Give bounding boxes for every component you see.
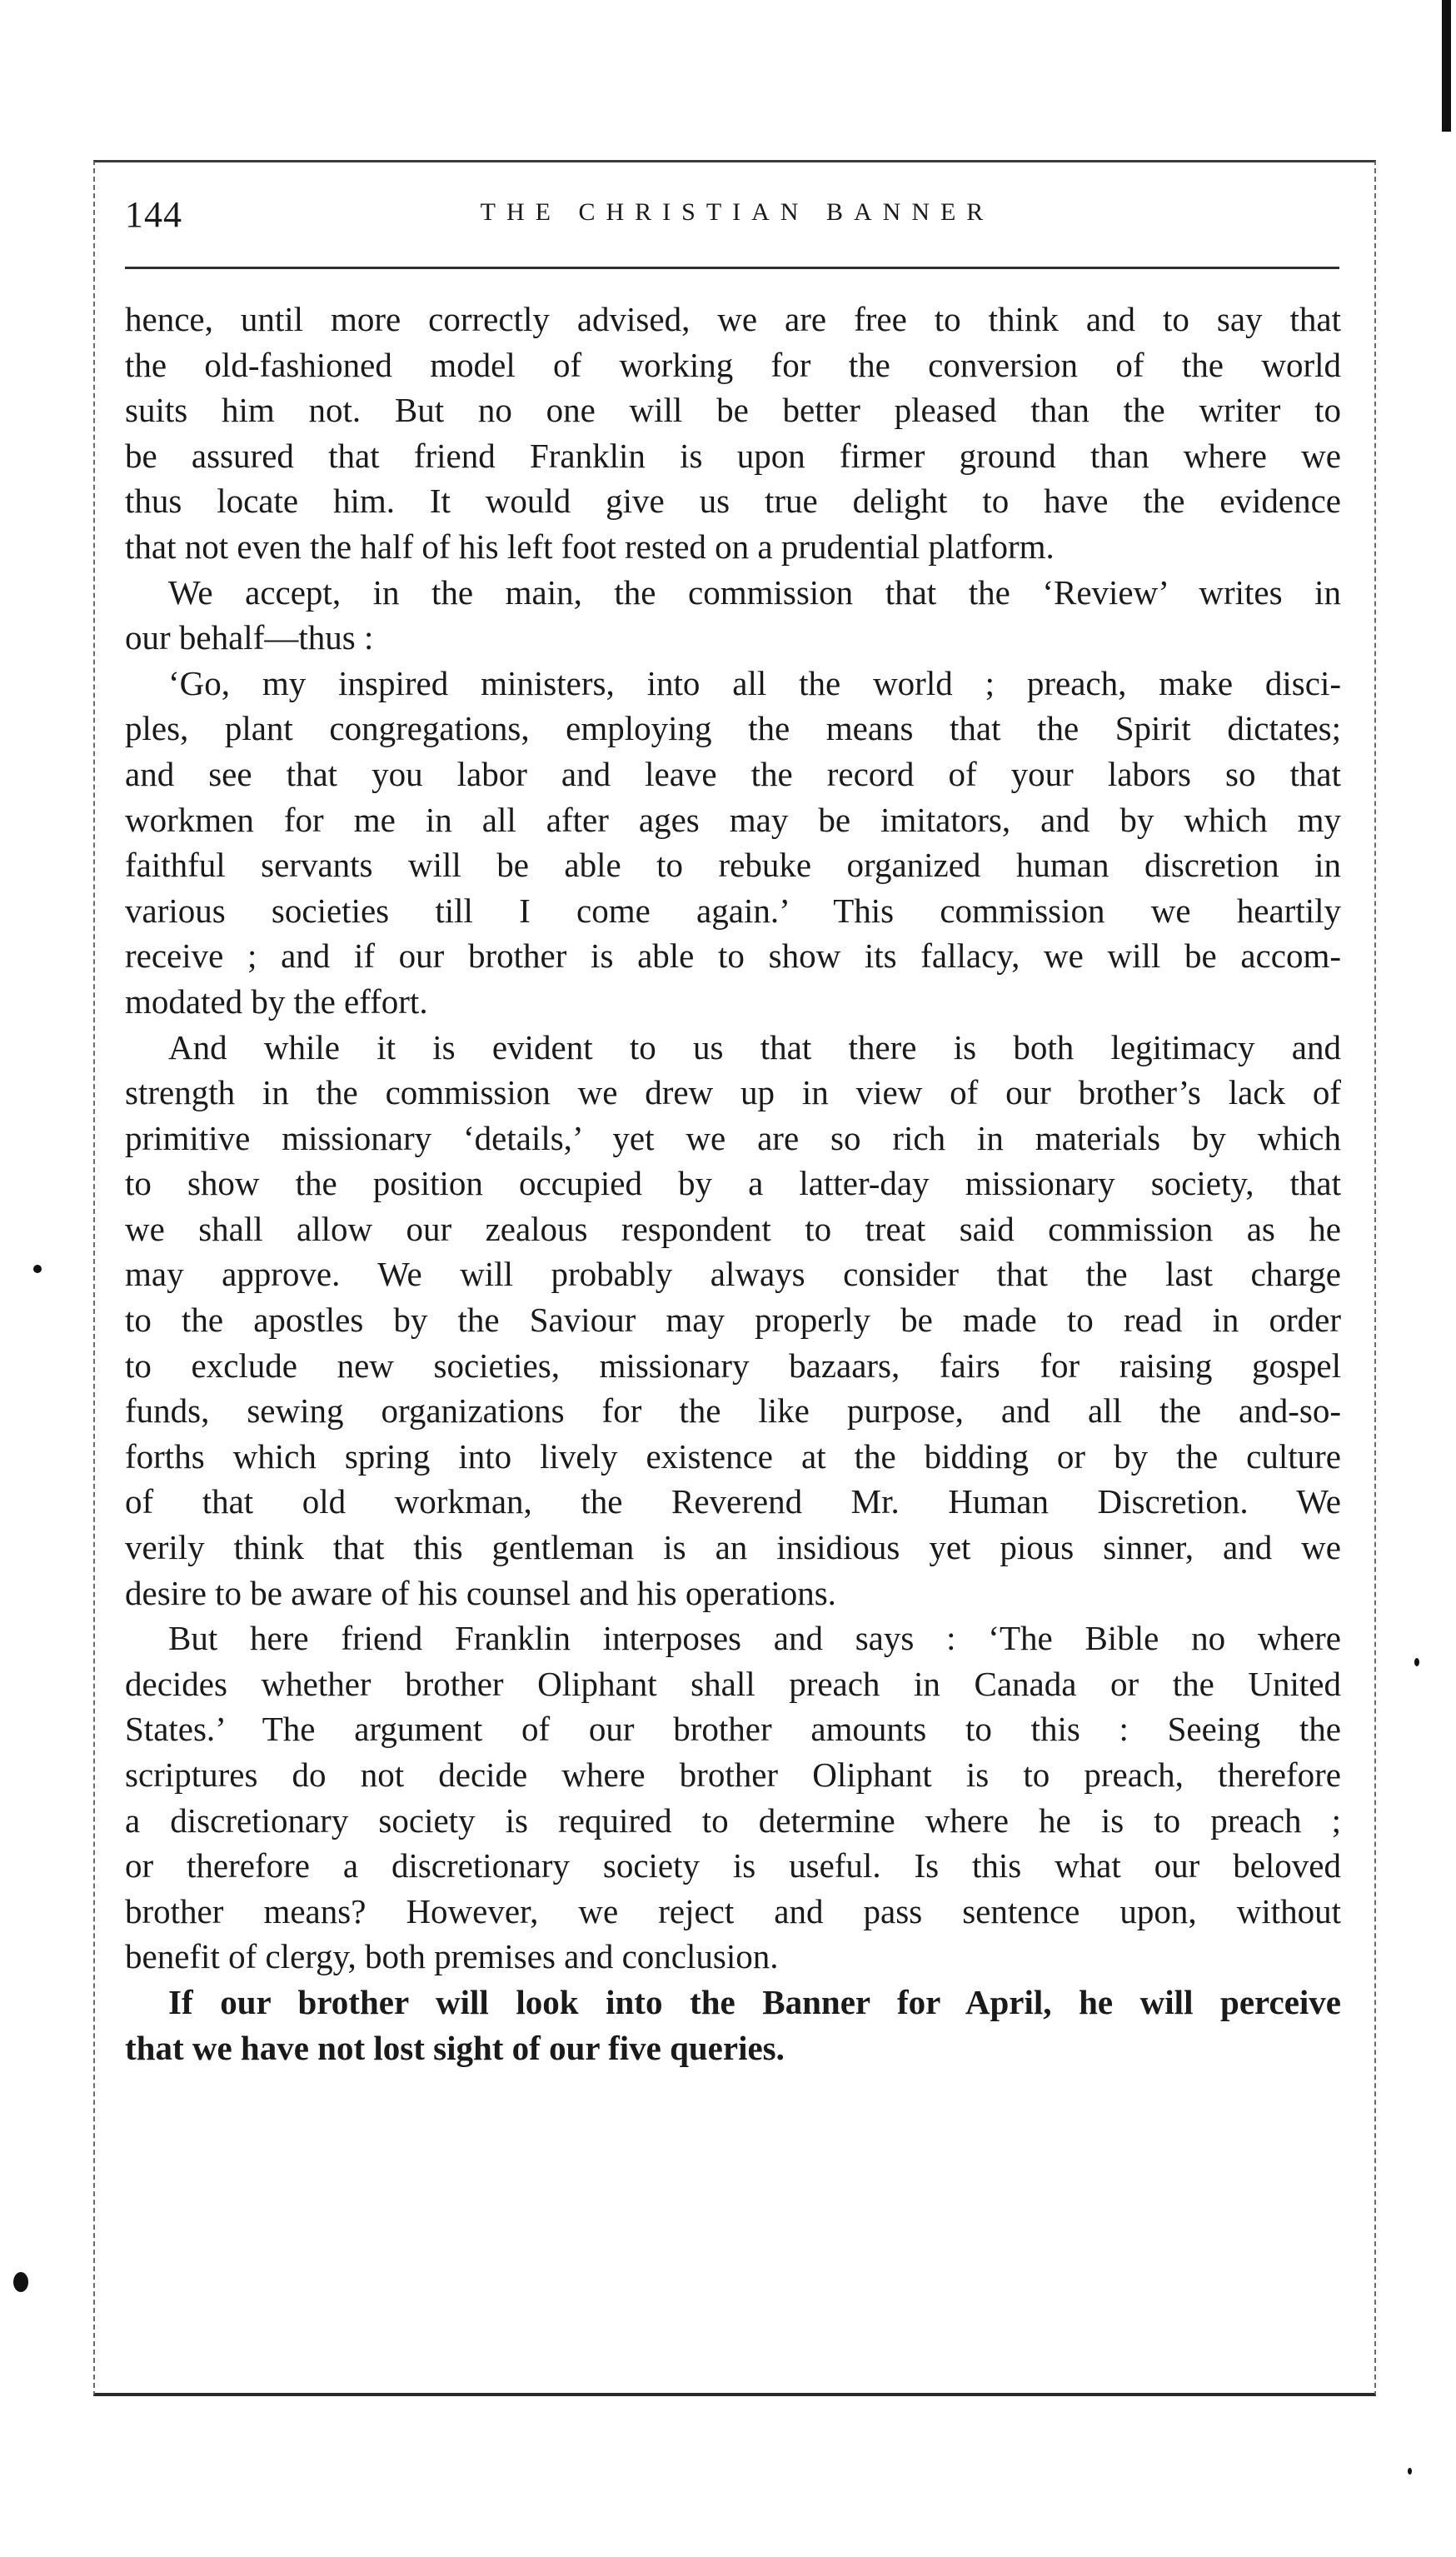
text-line: ‘Go, my inspired ministers, into all the world ; preach, make disci-	[168, 663, 1341, 702]
text-line: that not even the half of his left foot rested on a prudential platform.	[125, 527, 1055, 566]
text-line: scriptures do not decide where brother Oliphant is to preach, therefore	[125, 1755, 1341, 1794]
text-line: and see that you labor and leave the record of your labors so that	[125, 754, 1341, 793]
text-line: funds, sewing organizations for the like purpose, and all the and-so-	[125, 1391, 1341, 1431]
text-line: to exclude new societies, missionary bazaars, fairs for raising gospel	[125, 1346, 1341, 1385]
text-line: we shall allow our zealous respondent to treat said commission as he	[125, 1209, 1341, 1248]
header-rule	[125, 267, 1339, 269]
text-line: ples, plant congregations, employing the means that the Spirit dictates;	[125, 709, 1341, 748]
text-line: But here friend Franklin interposes and says : ‘The Bible no where	[168, 1619, 1341, 1658]
text-line: And while it is evident to us that there is both legitimacy and	[168, 1027, 1341, 1066]
text-line: receive ; and if our brother is able to show its fallacy, we will be accom-	[125, 936, 1341, 976]
text-line: be assured that friend Franklin is upon firmer ground than where we	[125, 436, 1341, 475]
text-line: or therefore a discretionary society is useful. Is this what our beloved	[125, 1846, 1341, 1885]
text-line: States.’ The argument of our brother amounts to this : Seeing the	[125, 1710, 1341, 1749]
text-line: forths which spring into lively existence at the bidding or by the culture	[125, 1436, 1341, 1476]
text-line: brother means? However, we reject and pass sentence upon, without	[125, 1891, 1341, 1930]
text-line: the old-fashioned model of working for the conversion of the world	[125, 345, 1341, 384]
text-line: We accept, in the main, the commission that the ‘Review’ writes in	[168, 572, 1341, 612]
text-line: that we have not lost sight of our five queries.	[125, 2028, 785, 2067]
text-line: faithful servants will be able to rebuke organized human discretion in	[125, 846, 1341, 885]
margin-speck	[1414, 1658, 1419, 1666]
page-header	[125, 193, 1349, 243]
text-line: may approve. We will probably always consider that the last charge	[125, 1255, 1341, 1294]
text-line: workmen for me in all after ages may be imitators, and by which my	[125, 800, 1341, 839]
text-line: our behalf—thus :	[125, 618, 374, 657]
text-line: If our brother will look into the Banner for April, he will perceive	[168, 1982, 1341, 2021]
text-line: decides whether brother Oliphant shall preach in Canada or the United	[125, 1664, 1341, 1703]
page-number: 144	[125, 194, 182, 235]
text-line: hence, until more correctly advised, we are free to think and to say that	[125, 300, 1341, 338]
text-line: various societies till I come again.’ This commission we heartily	[125, 891, 1341, 930]
text-line: to the apostles by the Saviour may properly be made to read in order	[125, 1301, 1341, 1340]
text-line: verily think that this gentleman is an insidious yet pious sinner, and we	[125, 1528, 1341, 1567]
text-line: benefit of clergy, both premises and conclusion.	[125, 1937, 779, 1976]
text-line: thus locate him. It would give us true delight to have the evidence	[125, 482, 1341, 521]
margin-bullet	[13, 2272, 28, 2292]
article-body	[125, 297, 1341, 2070]
scan-edge-bar	[1442, 0, 1451, 132]
text-line: suits him not. But no one will be better pleased than the writer to	[125, 391, 1341, 430]
text-line: desire to be aware of his counsel and his operations.	[125, 1573, 836, 1612]
text-line: to show the position occupied by a latter-day missionary society, that	[125, 1164, 1341, 1203]
text-line: modated by the effort.	[125, 981, 428, 1021]
margin-speck	[33, 1265, 42, 1273]
text-line: of that old workman, the Reverend Mr. Human Discretion. We	[125, 1482, 1341, 1521]
margin-speck	[1408, 2468, 1412, 2475]
running-title: THE CHRISTIAN BANNER	[480, 198, 995, 226]
text-line: primitive missionary ‘details,’ yet we are so rich in materials by which	[125, 1118, 1341, 1157]
text-line: a discretionary society is required to determine where he is to preach ;	[125, 1800, 1341, 1840]
text-line: strength in the commission we drew up in view of our brother’s lack of	[125, 1073, 1341, 1112]
